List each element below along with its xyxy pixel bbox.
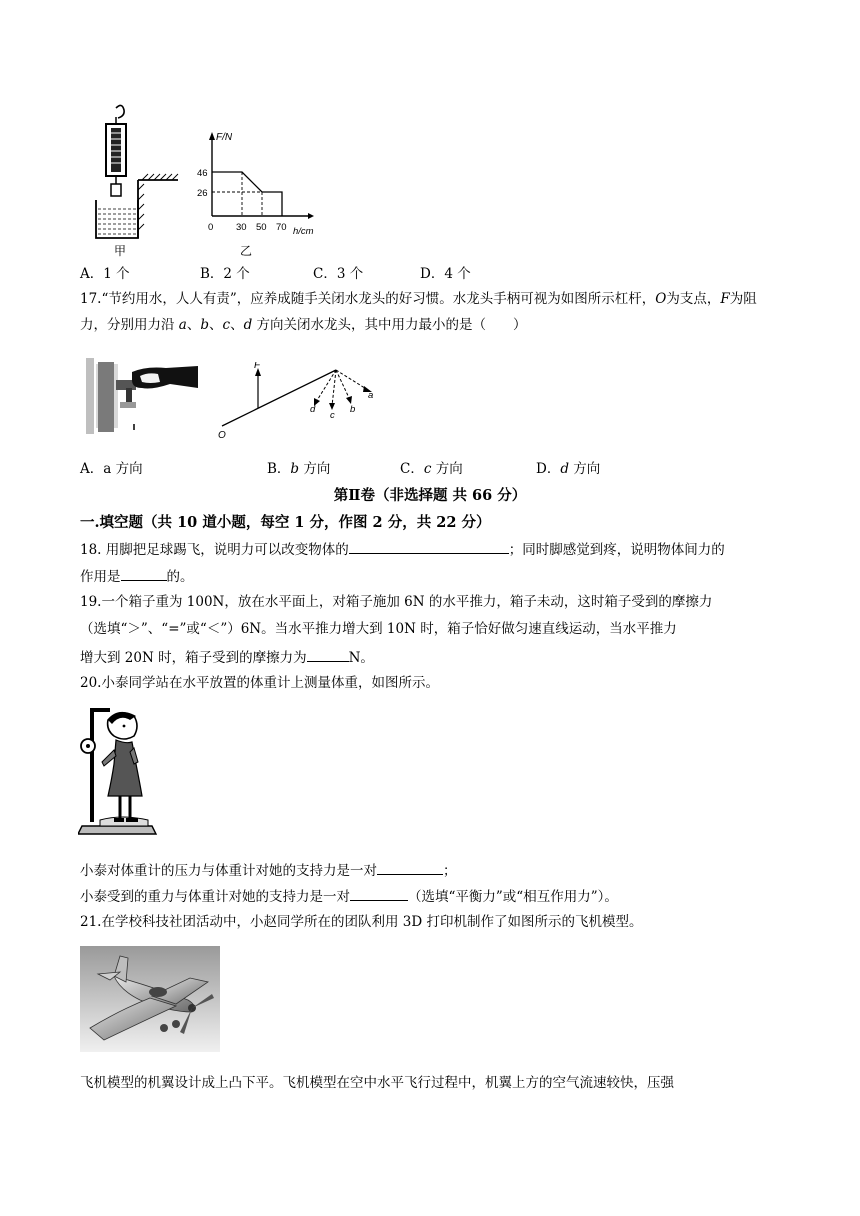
q20-blank-1[interactable]	[377, 860, 443, 875]
part2-title: 第Ⅱ卷（非选择题 共 66 分）	[333, 487, 527, 504]
lever-diagram	[214, 362, 384, 442]
graph-y-tick-46: 46	[197, 168, 208, 179]
q19-line-2: （选填“＞”、“=”或“＜”）6N。当水平推力增大到 10N 时，箱子恰好做匀速直线运动，当水平推力	[80, 621, 677, 637]
graph-x-tick-70: 70	[276, 222, 287, 233]
q21-line-1: 21.在学校科技社团活动中，小赵同学所在的团队利用 3D 打印机制作了如图所示的飞机模型。	[80, 914, 643, 930]
graph-x-tick-50: 50	[256, 222, 267, 233]
q19-blank[interactable]	[307, 647, 349, 662]
force-depth-graph	[196, 128, 316, 260]
graph-y-tick-26: 26	[197, 188, 208, 199]
q17-option-c: C．c 方向	[400, 461, 463, 477]
q19-line-1: 19.一个箱子重为 100N，放在水平面上，对箱子施加 6N 的水平推力，箱子未动，这时箱子受到的摩擦力	[80, 594, 713, 610]
faucet-photo-illustration	[86, 358, 198, 434]
q17-option-d: D．d 方向	[536, 461, 601, 477]
q18-blank-2[interactable]	[121, 566, 167, 581]
q18-line-1: 18. 用脚把足球踢飞，说明力可以改变物体的 ；同时脚感觉到疼，说明物体间力的	[80, 539, 782, 559]
q17-option-b: B．b 方向	[267, 461, 331, 477]
lever-diagram-svg	[214, 362, 384, 442]
q17-option-a: A．a 方向	[80, 461, 143, 477]
lever-label-c: c	[330, 410, 335, 421]
q21-line-2: 飞机模型的机翼设计成上凸下平。飞机模型在空中水平飞行过程中，机翼上方的空气流速较快，压强	[80, 1075, 674, 1091]
q20-line-3: 小泰受到的重力与体重计对她的支持力是一对 （选填“平衡力”或“相互作用力”）。	[80, 886, 782, 906]
q19-line-3: 增大到 20N 时，箱子受到的摩擦力为 N。	[80, 647, 782, 667]
girl-on-scale-figure	[78, 702, 158, 838]
lever-label-a: a	[368, 390, 374, 401]
q17-line-2: 力，分别用力沿 a、b、c、d 方向关闭水龙头，其中用力最小的是（ ）	[80, 317, 527, 333]
section1-title: 一.填空题（共 10 道小题，每空 1 分，作图 2 分，共 22 分）	[80, 514, 491, 531]
airplane-model-illustration	[80, 946, 226, 1052]
lever-label-f: F	[254, 362, 261, 371]
spring-scale-figure	[92, 100, 192, 260]
figure-caption-jia: 甲	[114, 244, 127, 258]
q18-line-2: 作用是 的。	[80, 566, 782, 586]
q16-option-b: B．2 个	[200, 266, 250, 282]
lever-label-d: d	[310, 404, 316, 415]
faucet-photo	[86, 358, 198, 434]
lever-label-b: b	[350, 404, 356, 415]
lever-label-o: O	[218, 430, 226, 441]
graph-x-tick-0: 0	[208, 222, 214, 233]
q16-option-c: C．3 个	[313, 266, 364, 282]
q17-line-1: 17.“节约用水，人人有责”，应养成随手关闭水龙头的好习惯。水龙头手柄可视为如图所示杠杆，O为支点，F为阻	[80, 291, 757, 307]
q20-blank-2[interactable]	[350, 886, 408, 901]
spring-scale-illustration	[92, 100, 192, 260]
q20-line-2: 小泰对体重计的压力与体重计对她的支持力是一对 ；	[80, 860, 782, 880]
q18-blank-1[interactable]	[349, 539, 509, 554]
force-depth-graph-svg	[196, 128, 316, 238]
graph-x-tick-30: 30	[236, 222, 247, 233]
girl-on-scale-illustration	[78, 702, 158, 838]
q16-option-a: A．1 个	[80, 266, 130, 282]
graph-y-label: F/N	[216, 132, 233, 143]
airplane-model-photo	[80, 946, 226, 1052]
figure-caption-yi: 乙	[240, 244, 253, 258]
q20-line-1: 20.小泰同学站在水平放置的体重计上测量体重，如图所示。	[80, 675, 439, 691]
q16-option-d: D．4 个	[420, 266, 471, 282]
graph-x-label: h/cm	[293, 226, 314, 237]
